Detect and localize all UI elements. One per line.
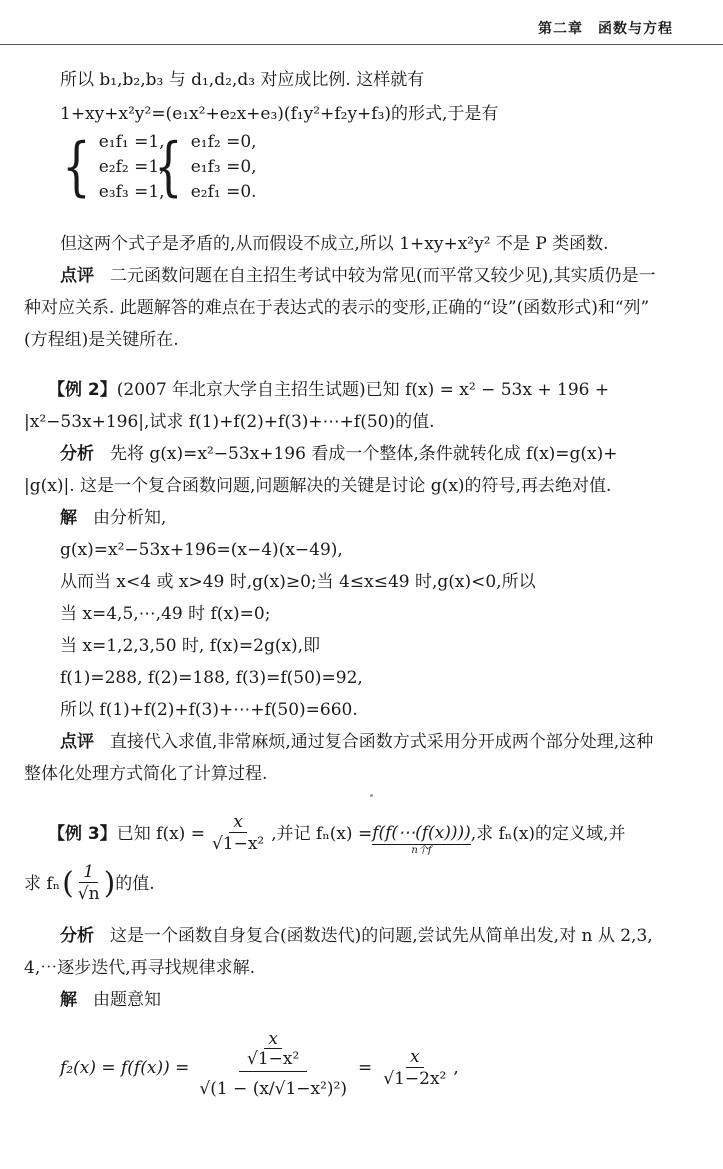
text-line: |g(x)|. 这是一个复合函数问题,问题解决的关键是讨论 g(x)的符号,再去绝对值. bbox=[24, 476, 612, 496]
remark-line: 点评 二元函数问题在自主招生考试中较为常见(而平常又较少见),其实质仍是一 bbox=[60, 266, 656, 286]
analysis-line: 分析 这是一个函数自身复合(函数迭代)的问题,尝试先从简单出发,对 n 从 2,3, bbox=[60, 926, 653, 946]
equation-row: e₁f₂ =0, bbox=[190, 132, 257, 152]
text-line: 所以 f(1)+f(2)+f(3)+⋯+f(50)=660. bbox=[60, 700, 358, 720]
iterated-composition: f(f(⋯(f(x)))) n个f bbox=[372, 823, 471, 856]
text-line: 从而当 x<4 或 x>49 时,g(x)≥0;当 4≤x≤49 时,g(x)<0,所以 bbox=[60, 572, 536, 592]
text-line: 当 x=1,2,3,50 时, f(x)=2g(x),即 bbox=[60, 636, 321, 656]
text-line: 种对应关系. 此题解答的难点在于表达式的表示的变形,正确的“设”(函数形式)和“列” bbox=[24, 298, 650, 318]
example-label: 【例 3】 bbox=[48, 824, 117, 844]
solution-tag: 解 bbox=[60, 990, 77, 1010]
fraction: $\frac{x}{\text{√1−2x²}}$ bbox=[383, 1046, 447, 1089]
equation-system-left: { e₁f₁ =1, e₂f₂ =1, e₃f₃ =1, bbox=[62, 130, 165, 204]
chapter-header: 第二章 函数与方程 bbox=[538, 21, 673, 37]
solution-line: 解 由分析知, bbox=[60, 508, 167, 528]
fraction: $\frac{x}{\text{√1−x²}}$ bbox=[211, 812, 265, 854]
equation-row: e₂f₁ =0. bbox=[190, 182, 257, 202]
analysis-tag: 分析 bbox=[60, 926, 94, 946]
text-line: 1+xy+x²y²=(e₁x²+e₂x+e₃)(f₁y²+f₂y+f₃)的形式,于是有 bbox=[60, 104, 499, 124]
solution-line: 解 由题意知 bbox=[60, 990, 161, 1010]
remark-tag: 点评 bbox=[60, 732, 94, 752]
text-line: g(x)=x²−53x+196=(x−4)(x−49), bbox=[60, 540, 343, 560]
text-line: 但这两个式子是矛盾的,从而假设不成立,所以 1+xy+x²y² 不是 P 类函数. bbox=[60, 234, 609, 254]
equation-row: e₁f₁ =1, bbox=[98, 132, 165, 152]
text-line: 当 x=4,5,⋯,49 时 f(x)=0; bbox=[60, 604, 271, 624]
equation-row: e₂f₂ =1, bbox=[98, 157, 165, 177]
stray-dot bbox=[370, 794, 373, 797]
equation-system-right: { e₁f₂ =0, e₁f₃ =0, e₂f₁ =0. bbox=[154, 130, 257, 204]
header-rule bbox=[0, 44, 723, 45]
text-line: 所以 b₁,b₂,b₃ 与 d₁,d₂,d₃ 对应成比例. 这样就有 bbox=[60, 70, 425, 90]
equation-row: e₁f₃ =0, bbox=[190, 157, 257, 177]
analysis-line: 分析 先将 g(x)=x²−53x+196 看成一个整体,条件就转化成 f(x)=g(x)+ bbox=[60, 444, 618, 464]
text-line: 4,⋯逐步迭代,再寻找规律求解. bbox=[24, 958, 256, 978]
text-line: 整体化处理方式简化了计算过程. bbox=[24, 764, 268, 784]
text-line: 求 fₙ ( $\frac{1}{√n}$ ) 的值. bbox=[24, 862, 155, 904]
equation-row: e₃f₃ =1, bbox=[98, 182, 165, 202]
remark-line: 点评 直接代入求值,非常麻烦,通过复合函数方式采用分开成两个部分处理,这种 bbox=[60, 732, 654, 752]
analysis-tag: 分析 bbox=[60, 444, 94, 464]
f2-derivation: f₂(x) = f(f(x)) = x √1−x² √(1 − (x/√1−x²)²) = $\frac{x}{\text{√1−2x²}}$ , bbox=[60, 1020, 459, 1116]
text-line: (方程组)是关键所在. bbox=[24, 330, 179, 350]
example-2-line: 【例 2】(2007 年北京大学自主招生试题)已知 f(x) = x² − 53x + 196 + bbox=[48, 380, 610, 400]
text-line: |x²−53x+196|,试求 f(1)+f(2)+f(3)+⋯+f(50)的值. bbox=[24, 412, 435, 432]
example-3-line: 【例 3】 已知 f(x) = $\frac{x}{\text{√1−x²}}$ ,并记 fₙ(x) = f(f(⋯(f(x)))) n个f ,求 fₙ(x)的定义域,并 bbox=[48, 812, 626, 856]
remark-tag: 点评 bbox=[60, 266, 94, 286]
fraction: $\frac{1}{√n}$ bbox=[77, 862, 100, 904]
solution-tag: 解 bbox=[60, 508, 77, 528]
text-line: f(1)=288, f(2)=188, f(3)=f(50)=92, bbox=[60, 668, 363, 688]
nested-fraction: x √1−x² √(1 − (x/√1−x²)²) bbox=[199, 1029, 348, 1099]
example-label: 【例 2】 bbox=[48, 380, 117, 400]
